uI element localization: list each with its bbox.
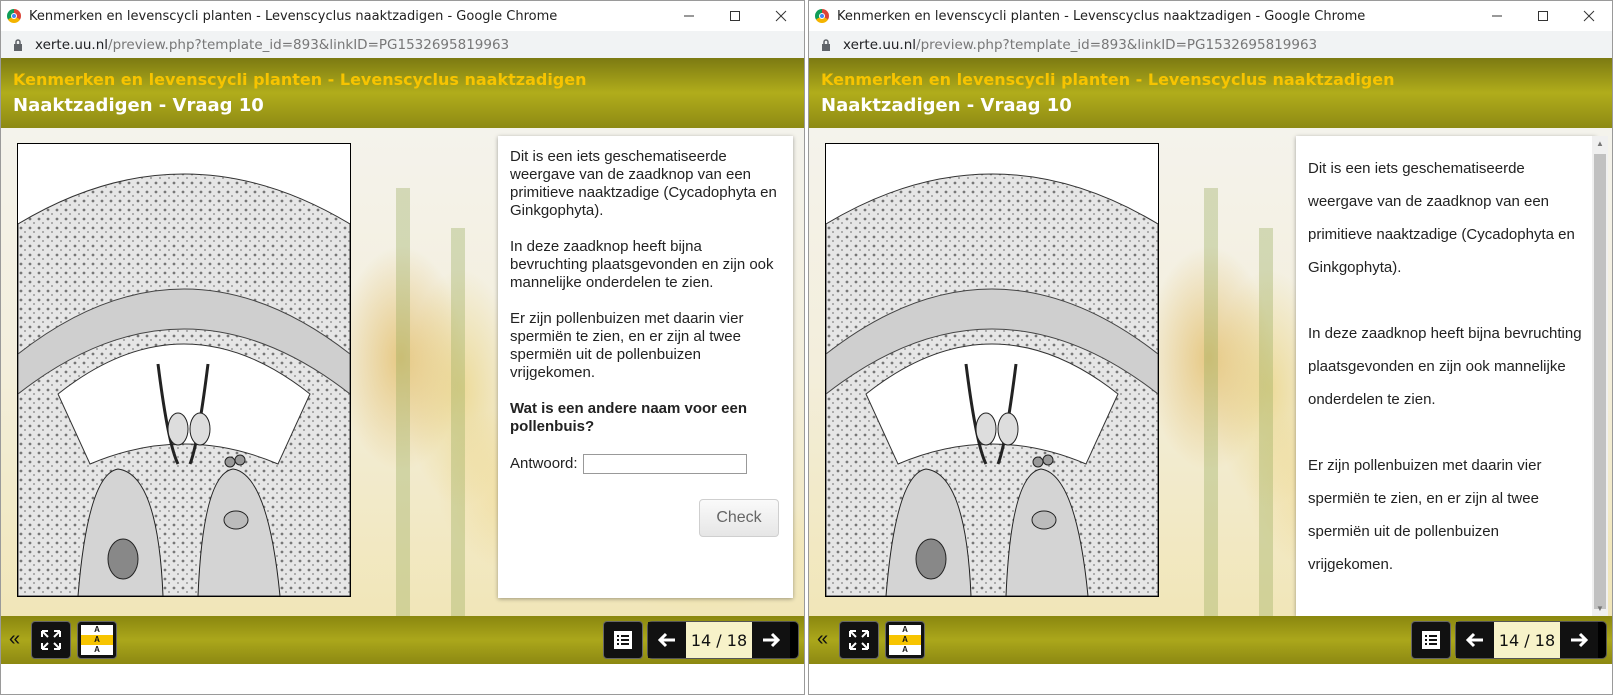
text-paragraph-2: In deze zaadknop heeft bijna bevruchting plaatsgevonden en zijn ook mannelijke onderdelen te zien. — [1308, 325, 1582, 408]
previous-page-button[interactable] — [1456, 622, 1494, 658]
close-icon — [775, 10, 787, 22]
background-stem — [1259, 228, 1273, 616]
text-paragraph-3: Er zijn pollenbuizen met daarin vier spermiën te zien, en er zijn al twee spermiën uit de pollenbuizen vrijgekomen. — [510, 310, 744, 381]
page-navigator — [1455, 621, 1607, 659]
arrow-right-icon — [762, 632, 780, 648]
page-navigator — [647, 621, 799, 659]
collapse-footer-button[interactable]: « — [9, 628, 21, 650]
url-host: xerte.uu.nl — [843, 36, 917, 53]
next-page-button[interactable] — [1560, 622, 1598, 658]
url-host: xerte.uu.nl — [35, 36, 109, 53]
app-footer — [1, 616, 804, 664]
table-of-contents-button[interactable] — [603, 621, 643, 659]
page-indicator: 14 / 18 — [1494, 622, 1560, 658]
question-panel — [498, 136, 793, 598]
panel-scrollbar[interactable] — [1592, 136, 1608, 616]
course-subtitle: Kenmerken en levenscycli planten - Levenscyclus naaktzadigen — [821, 70, 1395, 89]
colour-options-button[interactable] — [77, 621, 117, 659]
list-icon — [1421, 630, 1441, 650]
app-footer — [809, 616, 1612, 664]
minimize-icon — [683, 10, 695, 22]
browser-window-right — [808, 0, 1613, 695]
close-button[interactable] — [758, 1, 804, 31]
minimize-button[interactable] — [666, 1, 712, 31]
seed-bud-illustration — [825, 143, 1159, 597]
minimize-icon — [1491, 10, 1503, 22]
table-of-contents-button[interactable] — [1411, 621, 1451, 659]
minimize-button[interactable] — [1474, 1, 1520, 31]
answer-input[interactable] — [583, 454, 747, 474]
scroll-up-icon[interactable]: ▲ — [1596, 139, 1604, 148]
chrome-icon — [815, 9, 829, 23]
window-title: Kenmerken en levenscycli planten - Levenscyclus naaktzadigen - Google Chrome — [29, 8, 558, 24]
page-title: Naaktzadigen - Vraag 10 — [821, 95, 1072, 116]
maximize-button[interactable] — [1520, 1, 1566, 31]
maximize-icon — [1537, 10, 1549, 22]
lock-icon — [13, 39, 23, 51]
text-contrast-icon: A A A — [889, 625, 921, 655]
title-bar — [809, 1, 1612, 31]
text-paragraph-3: Er zijn pollenbuizen met daarin vier spermiën te zien, en er zijn al twee spermiën uit de pollenbuizen vrijgekomen. — [1308, 457, 1542, 573]
lock-icon — [821, 39, 831, 51]
text-paragraph-1: Dit is een iets geschematiseerde weergave van de zaadknop van een primitieve naaktzadige (Cycadophyta en Ginkgophyta). — [1308, 160, 1575, 276]
seed-bud-illustration — [17, 143, 351, 597]
question-text: Wat is een andere naam voor een pollenbuis? — [510, 400, 748, 435]
content-stage — [809, 128, 1612, 616]
fullscreen-icon — [847, 628, 871, 652]
background-stem — [451, 228, 465, 616]
app-area — [809, 58, 1612, 658]
text-paragraph-2: In deze zaadknop heeft bijna bevruchting plaatsgevonden en zijn ook mannelijke onderdelen te zien. — [510, 238, 774, 291]
next-page-button[interactable] — [752, 622, 790, 658]
course-subtitle: Kenmerken en levenscycli planten - Levenscyclus naaktzadigen — [13, 70, 587, 89]
close-icon — [1583, 10, 1595, 22]
close-button[interactable] — [1566, 1, 1612, 31]
check-button[interactable]: Check — [699, 499, 779, 537]
app-header — [809, 58, 1612, 128]
app-area — [1, 58, 804, 658]
question-panel — [1296, 136, 1596, 616]
maximize-icon — [729, 10, 741, 22]
scroll-down-icon[interactable]: ▼ — [1596, 604, 1604, 613]
app-header — [1, 58, 804, 128]
arrow-right-icon — [1570, 632, 1588, 648]
text-paragraph-1: Dit is een iets geschematiseerde weergave van de zaadknop van een primitieve naaktzadige (Cycadophyta en Ginkgophyta). — [510, 148, 777, 219]
fullscreen-button[interactable] — [839, 621, 879, 659]
chrome-icon — [7, 9, 21, 23]
answer-row — [510, 454, 781, 474]
text-contrast-icon: A A A — [81, 625, 113, 655]
arrow-left-icon — [1466, 632, 1484, 648]
window-title: Kenmerken en levenscycli planten - Levenscyclus naaktzadigen - Google Chrome — [837, 8, 1366, 24]
previous-page-button[interactable] — [648, 622, 686, 658]
content-stage — [1, 128, 804, 616]
page-title: Naaktzadigen - Vraag 10 — [13, 95, 264, 116]
fullscreen-icon — [39, 628, 63, 652]
page-indicator: 14 / 18 — [686, 622, 752, 658]
address-bar[interactable] — [809, 31, 1612, 59]
colour-options-button[interactable] — [885, 621, 925, 659]
background-stem — [396, 188, 410, 616]
url-path: /preview.php?template_id=893&linkID=PG1532695819963 — [916, 36, 1318, 53]
background-stem — [1204, 188, 1218, 616]
maximize-button[interactable] — [712, 1, 758, 31]
title-bar — [1, 1, 804, 31]
scrollbar-thumb[interactable] — [1594, 154, 1606, 609]
address-bar[interactable] — [1, 31, 804, 59]
answer-label: Antwoord: — [510, 455, 578, 472]
collapse-footer-button[interactable]: « — [817, 628, 829, 650]
browser-window-left — [0, 0, 805, 695]
url-path: /preview.php?template_id=893&linkID=PG1532695819963 — [108, 36, 510, 53]
arrow-left-icon — [658, 632, 676, 648]
fullscreen-button[interactable] — [31, 621, 71, 659]
list-icon — [613, 630, 633, 650]
